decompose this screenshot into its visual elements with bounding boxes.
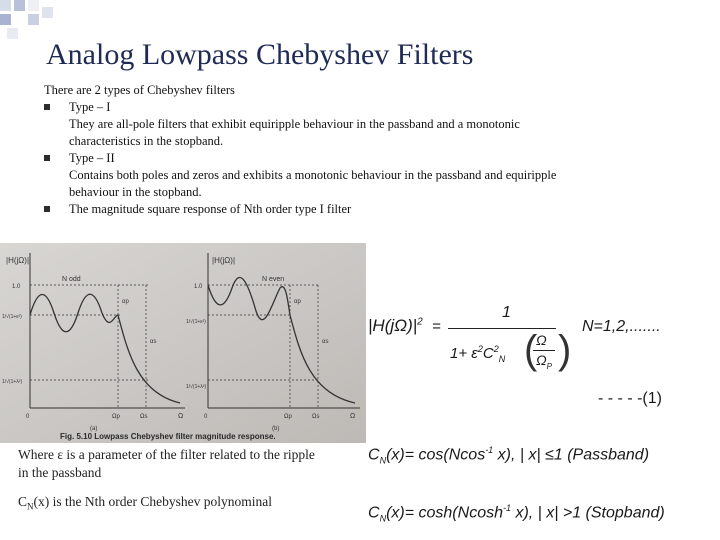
type1-desc-line1: They are all-pole filters that exhibit equiripple behaviour in the passband and a monotonic xyxy=(69,117,520,131)
right-delta-p: αp xyxy=(294,299,301,305)
body-text xyxy=(44,82,684,218)
eq-fraction-bar xyxy=(448,328,556,329)
bullet-type1 xyxy=(44,99,684,116)
left-ylabel: |H(jΩ)| xyxy=(6,256,30,265)
right-tick-eps: 1/√(1+ε²) xyxy=(186,319,206,325)
right-x-omega: Ω xyxy=(350,413,356,420)
equation-number: - - - - -(1) xyxy=(598,390,662,407)
cn-stopband-equation: $C_N(x)= \cosh(Ncosh^{-1}$ x), | x| >1 (Stopband) xyxy=(368,503,665,524)
eq-paren-right: ) xyxy=(558,328,572,372)
bullet-square-icon xyxy=(44,206,50,212)
eq-frac-top: Ω xyxy=(536,332,547,348)
right-x-wp: Ωp xyxy=(284,414,292,420)
epsilon-note: Where ε is a parameter of the filter related to the ripple in the passband xyxy=(18,447,315,480)
left-tick-one: 1.0 xyxy=(12,284,21,290)
eq-equals: = xyxy=(432,318,441,335)
cn-passband-equation: $C_N(x)= \cos(Ncos^{-1}$ x), | x| ≤1 (Passband) xyxy=(368,445,650,466)
bullet-magnitude xyxy=(44,201,684,218)
corner-decoration xyxy=(0,0,60,40)
right-curve-label: N even xyxy=(262,276,285,283)
left-x-omega: Ω xyxy=(178,413,184,420)
slide-title: Analog Lowpass Chebyshev Filters xyxy=(46,38,474,71)
bullet-type2 xyxy=(44,150,684,167)
left-tick-eps: 1/√(1+ε²) xyxy=(2,314,22,320)
type2-desc-line2: behaviour in the stopband. xyxy=(69,185,202,199)
type1-desc-line2: characteristics in the stopband. xyxy=(69,134,224,148)
eq-inner-bar xyxy=(533,350,555,351)
right-tick-one: 1.0 xyxy=(194,284,203,290)
left-x-ws: Ωs xyxy=(140,414,148,420)
figure-caption: Fig. 5.10 Lowpass Chebyshev filter magnitude response. xyxy=(60,432,276,441)
left-x-0: 0 xyxy=(26,414,30,420)
eq-paren-left: ( xyxy=(524,328,538,372)
eq-n-values: N=1,2,....... xyxy=(582,318,661,335)
right-panel-label: (b) xyxy=(272,426,280,432)
type2-desc-line1: Contains both poles and zeros and exhibits a monotonic behaviour in the passband and equiripple xyxy=(69,168,557,182)
magnitude-response-figure xyxy=(0,243,366,443)
eq-frac-bottom: $\Omega_P$ xyxy=(536,352,552,371)
magnitude-text: The magnitude square response of Nth order type I filter xyxy=(69,202,352,216)
right-x-0: 0 xyxy=(204,414,208,420)
left-x-wp: Ωp xyxy=(112,414,120,420)
intro-text: There are 2 types of Chebyshev filters xyxy=(44,83,235,97)
right-tick-lambda: 1/√(1+λ²) xyxy=(186,384,207,390)
type2-label: Type – II xyxy=(69,151,115,165)
right-delta-s: αs xyxy=(322,339,329,345)
type1-label: Type – I xyxy=(69,100,111,114)
bullet-square-icon xyxy=(44,104,50,110)
right-ylabel: |H(jΩ)| xyxy=(212,256,236,265)
left-tick-lambda: 1/√(1+λ²) xyxy=(2,379,23,385)
bullet-square-icon xyxy=(44,155,50,161)
left-curve-label: N odd xyxy=(62,276,81,283)
left-panel-label: (a) xyxy=(90,426,98,432)
cn-note: $C_N(x)$ is the Nth order Chebyshev polynominal xyxy=(18,494,272,512)
eq-numerator: 1 xyxy=(502,304,511,321)
left-delta-p: αp xyxy=(122,299,129,305)
eq-denominator: $1+ \varepsilon^2C^2_N$ xyxy=(450,344,506,364)
eq-lhs: $|H(j\Omega)|^2$ xyxy=(368,316,423,335)
right-x-ws: Ωs xyxy=(312,414,320,420)
magnitude-equation xyxy=(368,300,718,390)
left-delta-s: αs xyxy=(150,339,157,345)
